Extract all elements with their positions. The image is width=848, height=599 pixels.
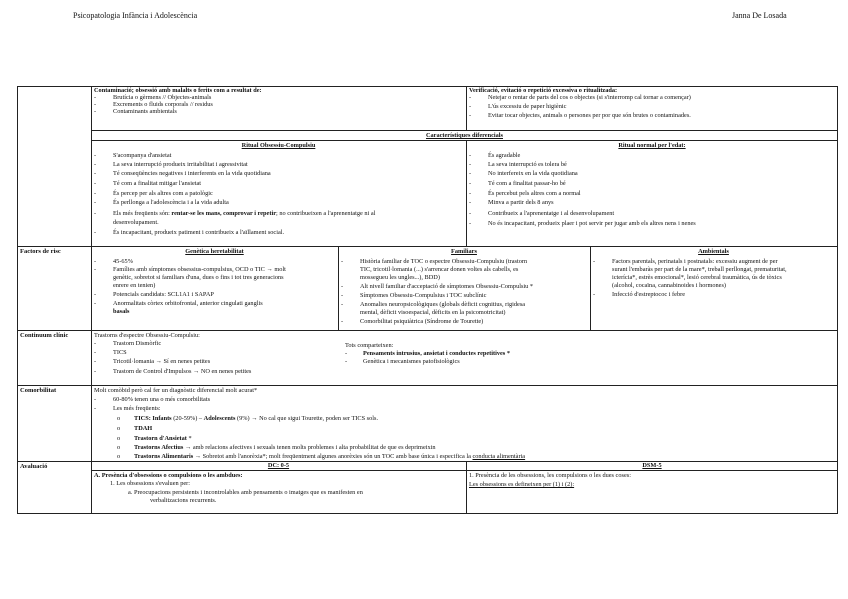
dsm5-obsessions-definition: Les obsessions es defineixen per (1) i (2): — [469, 481, 575, 488]
list-item-continued: basals — [113, 308, 130, 315]
list-item: Minva a partir dels 8 anys — [488, 199, 554, 206]
bullet: o — [117, 444, 121, 451]
dash: - — [469, 94, 472, 101]
row-label-risk: Factors de risc — [20, 248, 61, 255]
dash: - — [94, 101, 97, 108]
continuum-left-title: Trastorns d'espectre Obsessiu-Compulsiu: — [94, 332, 200, 339]
dash: - — [94, 368, 97, 375]
list-item: TICS — [113, 349, 127, 356]
dash: - — [94, 161, 97, 168]
contamination-item: Contaminants ambientals — [113, 108, 177, 115]
dc05-item-a-continued: verbalitzacions recurrents. — [150, 497, 217, 504]
list-item: 60-80% tenen una o més comorbilitats — [113, 396, 211, 403]
list-item: Història familiar de TOC o espectre Obsessiu-Compulsiu (trastorn — [360, 258, 528, 265]
dash: - — [94, 258, 97, 265]
dash: - — [469, 210, 472, 217]
list-item: És percep per als altres com a patològic — [113, 190, 213, 197]
list-item: Té conseqüències negatives i interferents en la vida quotidiana — [113, 170, 271, 177]
dc05-criterion-a: A. Presència d'obsessions o compulsions o les ambdues: — [94, 472, 243, 479]
bullet: o — [117, 425, 121, 432]
dash: - — [469, 180, 472, 187]
dash: - — [94, 405, 97, 412]
list-item: Famílies amb símptomes obsessius-compulsius, OCD o TIC → molt — [113, 266, 286, 273]
dash: - — [94, 199, 97, 206]
dash: - — [94, 94, 97, 101]
document-header-right: Janna De Losada — [732, 11, 787, 20]
dash: - — [94, 210, 97, 217]
list-item: Anomalies neuropsicològiques (globals dèficit cognitius, rigidesa — [360, 301, 526, 308]
list-item: La seva interrupció es tolera bé — [488, 161, 567, 168]
list-item-continued: mental, dèficit visoespacial, dèficits en la psicomotricitat) — [360, 309, 506, 316]
contamination-title: Contaminació; obsessió amb malalts o ferits com a resultat de: — [94, 87, 262, 94]
genetic-title: Genètica heretabilitat — [185, 248, 244, 255]
list-item: No interfereix en la vida quotidiana — [488, 170, 578, 177]
continuum-right-title: Tots comparteixen: — [345, 342, 394, 349]
list-item: Alt nivell familiar d'acceptació de símptomes Obsessiu-Compulsiu * — [360, 283, 534, 290]
list-item: És perllonga a l'adolescència i a la vida adulta — [113, 199, 229, 206]
dash: - — [94, 108, 97, 115]
list-item-continued: enrere en tenien) — [113, 282, 156, 289]
verification-item: Netejar o rentar de parts del cos o objectes (si s'interromp cal tornar a començar) — [488, 94, 691, 101]
sub-item: Trastorns Afectius → amb relacions afectives i sexuals tenen molts problemes i alta probabilitat de que es deprimeixin — [134, 444, 436, 451]
list-item: Les més freqüents: — [113, 405, 161, 412]
list-item-continued: genètic, sobretot si familiars d'una, dues o fins i tot tres generacions — [113, 274, 284, 281]
list-item: Genètica i mecanismes patofisiològics — [363, 358, 460, 365]
dash: - — [94, 291, 97, 298]
dash: - — [341, 301, 344, 308]
dash: - — [94, 152, 97, 159]
family-title: Familiars — [451, 248, 477, 255]
dash: - — [345, 350, 348, 357]
dc05-item-a: a. Preocupacions persistents i incontrolables amb pensaments o imatges que es manifesten en — [128, 489, 363, 496]
bullet: o — [117, 435, 121, 442]
dash: - — [94, 170, 97, 177]
dash: - — [469, 161, 472, 168]
list-item-continued: mossegueu les ungles...), BDD) — [360, 274, 440, 281]
dash: - — [593, 258, 596, 265]
list-item: Factors parentals, perinatals i postnatals: excessiu augment de per — [612, 258, 778, 265]
list-item-continued: surant l'embaràs per part de la mare*, treball perllongat, prematuritat, — [612, 266, 787, 273]
dash: - — [94, 396, 97, 403]
list-item: És incapacitant, produeix patiment i contribueix a l'aïllament social. — [113, 229, 285, 236]
list-item: Pensaments intrusius, ansietat i conductes repetitives * — [363, 350, 510, 357]
dash: - — [345, 358, 348, 365]
dash: - — [469, 199, 472, 206]
list-item: La seva interrupció produeix irritabilitat i agressivitat — [113, 161, 248, 168]
dc05-title: DC: 0-5 — [267, 462, 290, 469]
sub-item: Trastorns Alimentaris → Sobretot amb l'anorèxia*; molt freqüentment algunes anorèxies són un TOC amb base única i especifica la conducta alimentària — [134, 453, 526, 460]
dash: - — [94, 300, 97, 307]
list-item-continued: (alcohol, cocaïna, cannabinoides i hormones) — [612, 282, 727, 289]
normal-ritual-title: Ritual normal per l'edat: — [618, 142, 686, 149]
comorbidity-intro: Molt comòbid però cal fer un diagnòstic diferencial molt acurat* — [94, 387, 258, 394]
list-item-continued: TIC, tricotil·lomania (...) s'arrencar donen voltes als cabells, es — [360, 266, 519, 273]
dash: - — [469, 170, 472, 177]
dsm5-item-1: 1. Presència de les obsessions, les compulsions o les dues coses: — [469, 472, 631, 479]
dash: - — [341, 258, 344, 265]
list-item: Potencials candidats: SCL1A1 i SAPAP — [113, 291, 214, 298]
environmental-title: Ambientals — [698, 248, 729, 255]
ocd-ritual-title: Ritual Obsessiu-Compulsiu — [241, 142, 316, 149]
dc05-item-1: 1. Les obsessions s'evaluen per: — [110, 480, 191, 487]
list-item-continued: icterícia*, estrès emocional*, lesió cerebral traumàtica, ús de tòxics — [612, 274, 782, 281]
dash: - — [94, 340, 97, 347]
dash: - — [469, 220, 472, 227]
list-item: Infecció d'estreptococ i febre — [612, 291, 685, 298]
dash: - — [469, 190, 472, 197]
list-item: No és incapacitant, produeix plaer i pot servir per jugar amb els altres nens i nenes — [488, 220, 696, 227]
dash: - — [341, 292, 344, 299]
list-item: És percebut pels altres com a normal — [488, 190, 581, 197]
dash: - — [94, 180, 97, 187]
dsm5-title: DSM-5 — [642, 462, 662, 469]
list-item: Trastorn de Control d'Impulsos → NO en nenes petites — [113, 368, 252, 375]
row-label-evaluation: Avaluació — [20, 463, 48, 470]
list-item: Els més freqüents són: rentar-se les mans, comprovar i repetir; no contribueixen a l'aprenentatge ni al — [113, 210, 376, 217]
sub-item: TICS: Infants (20-59%) – Adolescents (9%) → No cal que sigui Tourette, poden ser TICS sols. — [134, 415, 379, 422]
dash: - — [94, 266, 97, 273]
dash: - — [469, 152, 472, 159]
list-item: Comorbilitat psiquiàtrica (Síndrome de Tourette) — [360, 318, 484, 325]
row-label-continuum: Continuum clínic — [20, 332, 69, 339]
verification-item: Evitar tocar objectes, animals o persones per por que són brutes o contaminades. — [488, 112, 691, 119]
row-label-comorbidity: Comorbilitat — [20, 387, 57, 394]
sub-item: TDAH — [134, 425, 153, 432]
dash: - — [469, 112, 472, 119]
list-item: Té com a finalitat passar-ho bé — [488, 180, 566, 187]
bullet: o — [117, 453, 121, 460]
dash: - — [94, 358, 97, 365]
dash: - — [469, 103, 472, 110]
dash: - — [593, 291, 596, 298]
list-item: Símptomes Obsessiu-Compulsius i TOC subclínic — [360, 292, 487, 299]
document-header-left: Psicopatologia Infància i Adolescència — [73, 11, 198, 20]
differential-title: Característiques diferencials — [425, 132, 503, 139]
list-item: És agradable — [488, 152, 521, 159]
bullet: o — [117, 415, 121, 422]
dash: - — [341, 318, 344, 325]
verification-title: Verificació, evitació o repetició excessiva o ritualitzada: — [469, 87, 618, 94]
dash: - — [94, 229, 97, 236]
list-item: 45-65% — [113, 258, 133, 265]
list-item: Tricotil·lomania → Sí en nenes petites — [113, 358, 211, 365]
dash: - — [94, 190, 97, 197]
list-item-continued: desenvolupament. — [113, 219, 159, 226]
list-item: Anormalitats còrtex orbitofrontal, anterior cingulati ganglis — [113, 300, 263, 307]
sub-item: Trastorn d'Ansietat * — [134, 435, 192, 442]
dash: - — [94, 349, 97, 356]
dash: - — [341, 283, 344, 290]
list-item: Té com a finalitat mitigar l'ansietat — [113, 180, 202, 187]
verification-item: L'ús excessiu de paper higiènic — [488, 103, 567, 110]
list-item: S'acompanya d'ansietat — [113, 152, 172, 159]
list-item: Trastorn Dismòrfic — [113, 340, 162, 347]
contamination-item: Excrements o fluids corporals // residus — [113, 101, 213, 108]
contamination-item: Brutícia o gèrmens // Objectes-animals — [113, 94, 212, 101]
list-item: Contribueix a l'aprenentatge i al desenvolupament — [488, 210, 615, 217]
